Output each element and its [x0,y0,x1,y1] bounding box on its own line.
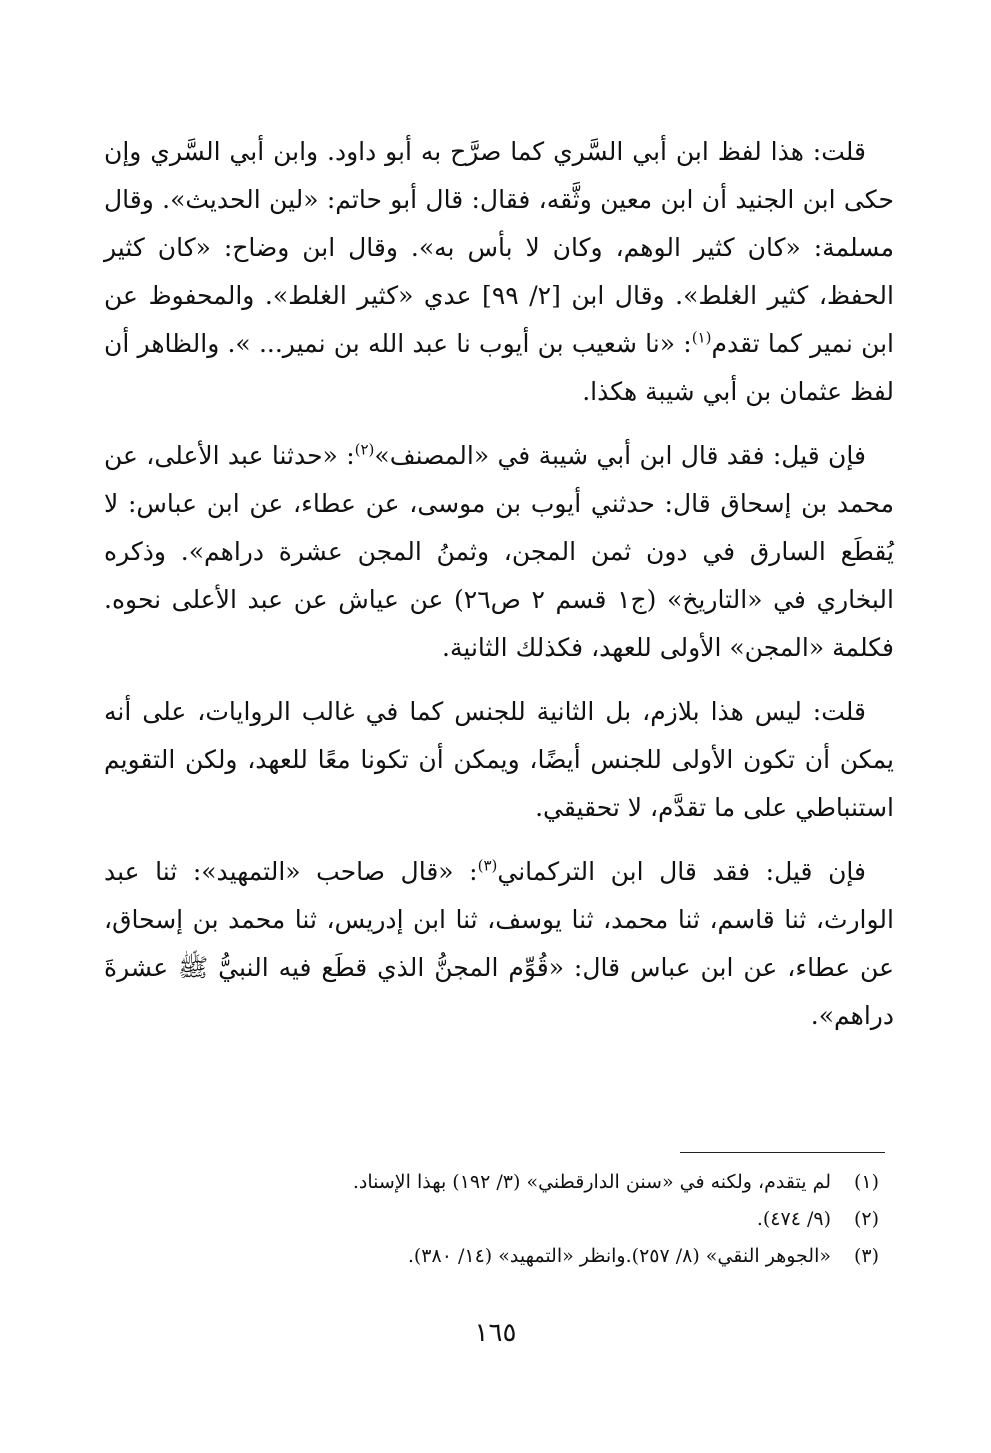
footnote-separator [680,1152,885,1153]
footnote-number: (١) [853,1171,879,1193]
footnote-reference[interactable]: (٣) [477,856,498,875]
paragraph-text: : «قال صاحب «التمهيد»: ثنا عبد الوارث، ثنا قاسم، ثنا محمد، ثنا يوسف، ثنا ابن إدريس، ثنا محمد بن إسحاق، عن عطاء، عن ابن عباس قال: «قُوِّم المجنُّ الذي قطَع فيه النبيُّ ﷺ عشرةَ دراهم». [104,857,894,1030]
footnote-item [109,1201,879,1238]
footnote-number: (٢) [853,1208,879,1230]
paragraph-3 [104,688,894,832]
page-number: ١٦٥ [474,1318,517,1348]
paragraph-4 [104,848,894,1040]
footnote-reference[interactable]: (١) [691,328,712,347]
footnote-reference[interactable]: (٢) [354,440,375,459]
paragraph-text: : «نا شعيب بن أيوب نا عبد الله بن نمير... ». والظاهر أن لفظ عثمان بن أبي شيبة هكذا. [104,329,894,406]
footnotes [109,1164,879,1275]
main-text [104,128,894,1056]
paragraph-2 [104,432,894,672]
footnote-text: لم يتقدم، ولكنه في «سنن الدارقطني» (٣/ ١٩٢) بهذا الإسناد. [352,1171,831,1193]
footnote-text: «الجوهر النقي» (٨/ ٢٥٧).وانظر «التمهيد» (١٤/ ٣٨٠). [407,1245,831,1267]
paragraph-text: : «حدثنا عبد الأعلى، عن محمد بن إسحاق قال: حدثني أيوب بن موسى، عن عطاء، عن ابن عباس: لا يُقطَع السارق في دون ثمن المجن، وثمنُ المجن عشرة دراهم». وذكره البخاري في «التاريخ» (ج١ قسم ٢ ص٢٦) عن عياش عن عبد الأعلى نحوه. فكلمة «المجن» الأولى للعهد، فكذلك الثانية. [104,441,894,662]
paragraph-text: فإن قيل: فقد قال ابن أبي شيبة في «المصنف» [374,441,866,470]
footnote-item [109,1164,879,1201]
footnote-item [109,1238,879,1275]
footnote-number: (٣) [853,1245,879,1267]
paragraph-1 [104,128,894,416]
paragraph-text: قلت: هذا لفظ ابن أبي السَّري كما صرَّح به أبو داود. وابن أبي السَّري وإن حكى ابن الجنيد أن ابن معين وثَّقه، فقال: قال أبو حاتم: «لين الحديث». وقال مسلمة: «كان كثير الوهم، وكان لا بأس به». وقال ابن وضاح: «كان كثير الحفظ، كثير الغلط». وقال ابن [٢/ ٩٩] عدي «كثير الغلط». والمحفوظ عن ابن نمير كما تقدم [104,137,894,358]
paragraph-text: قلت: ليس هذا بلازم، بل الثانية للجنس كما في غالب الروايات، على أنه يمكن أن تكون الأولى للجنس أيضًا، ويمكن أن تكونا معًا للعهد، ولكن التقويم استنباطي على ما تقدَّم، لا تحقيقي. [104,697,894,822]
paragraph-text: فإن قيل: فقد قال ابن التركماني [497,857,866,886]
footnote-text: (٩/ ٤٧٤). [756,1208,831,1230]
